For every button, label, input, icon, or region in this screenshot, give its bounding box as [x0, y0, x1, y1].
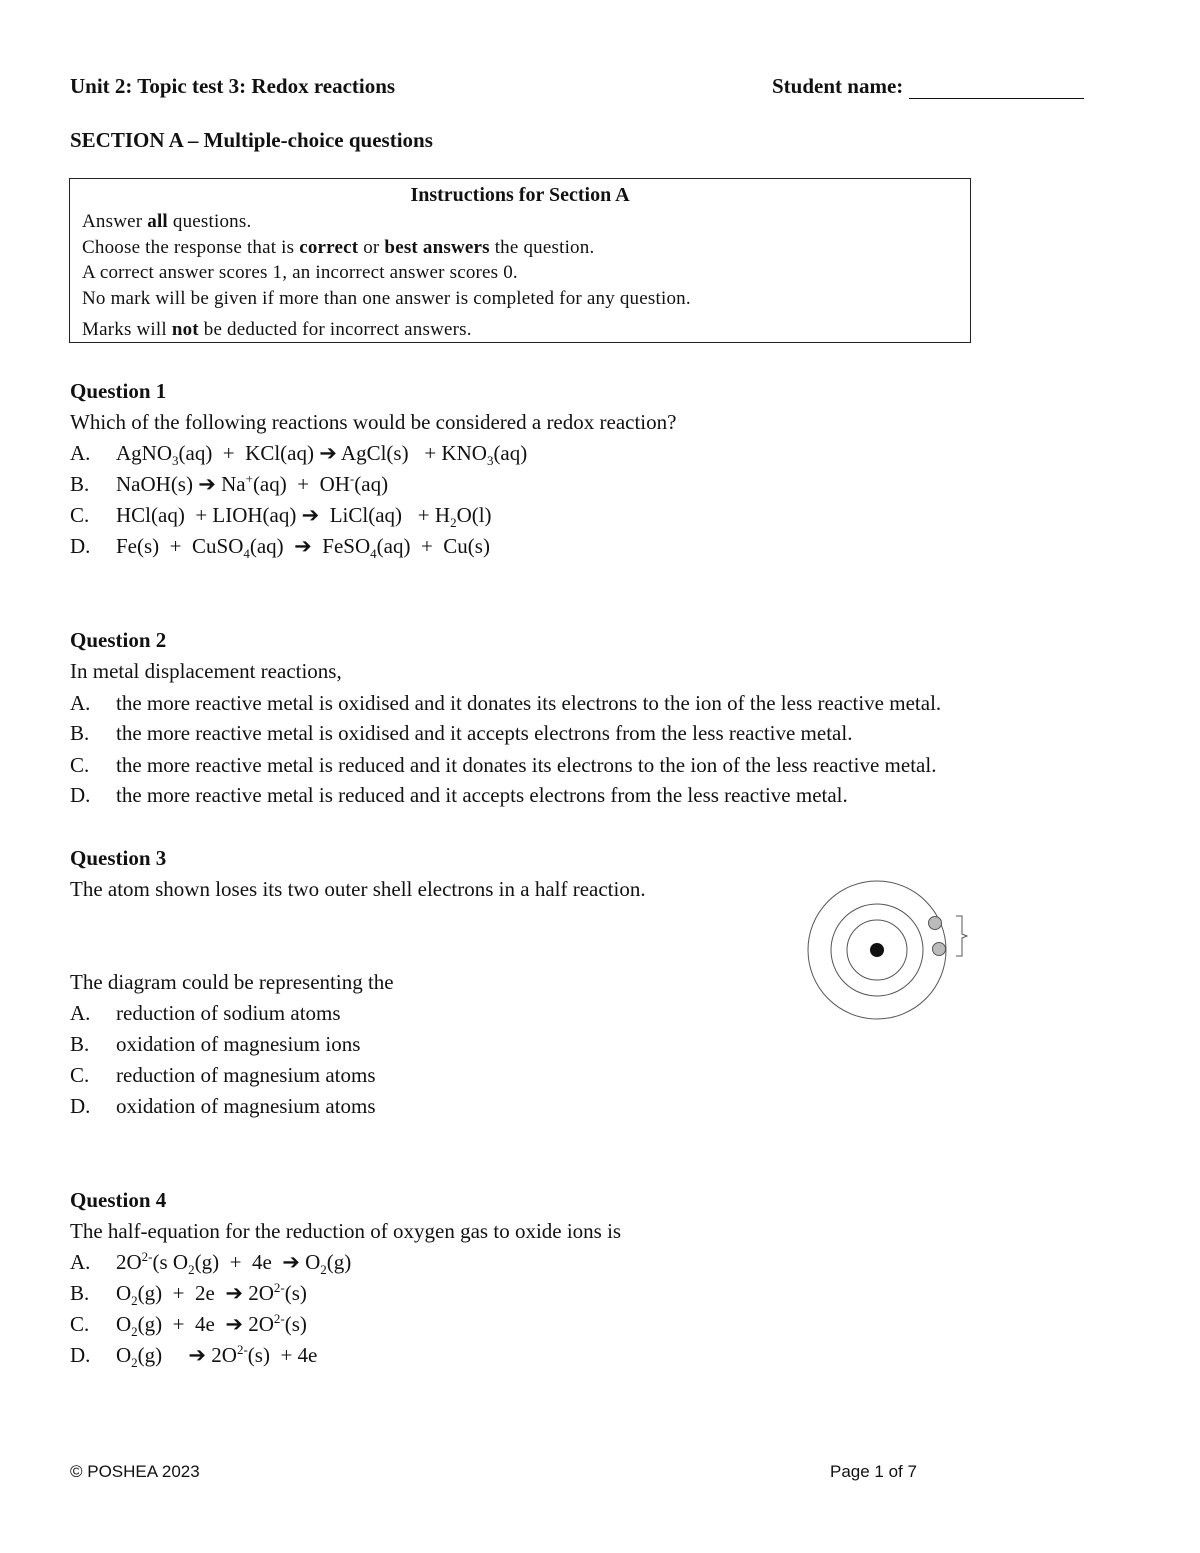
instruction-line: Answer all questions. — [82, 211, 252, 232]
instructions-box — [69, 178, 971, 343]
document-title: Unit 2: Topic test 3: Redox reactions — [70, 74, 396, 98]
instruction-line: Choose the response that is correct or best answers the question. — [82, 237, 595, 258]
section-title: SECTION A – Multiple-choice questions — [70, 128, 433, 152]
q1-option-a[interactable]: A. AgNO$_3$(aq) + KCl(aq) ➔ AgCl(s) + $KNO_3(aq)$ — [70, 441, 528, 469]
q2-option-c[interactable]: C. the more reactive metal is reduced and it donates its electrons to the ion of the less reactive metal. — [70, 753, 937, 777]
q4-option-d[interactable]: D. $O_2(g)$ ➔ $2O^{2-}(s) + 4e$ — [70, 1342, 318, 1371]
footer-copyright: © POSHEA 2023 — [70, 1462, 200, 1481]
arrow-icon: ➔ — [188, 1343, 207, 1367]
question-4-stem: The half-equation for the reduction of oxygen gas to oxide ions is — [70, 1219, 622, 1243]
q4-option-a[interactable]: A. $2O^{2-}(s$ $O_2(g) + 4e$ ➔ $O_2(g)$ — [70, 1249, 352, 1278]
q4-option-b[interactable]: B. $O_2(g) + 2e$ ➔ $2O^{2-}(s)$ — [70, 1280, 307, 1309]
arrow-icon: ➔ — [301, 503, 320, 527]
bracket-icon — [956, 916, 967, 956]
q3-option-d[interactable]: D. oxidation of magnesium atoms — [70, 1094, 376, 1118]
q3-option-a[interactable]: A. reduction of sodium atoms — [70, 1001, 341, 1025]
instructions-title: Instructions for Section A — [410, 184, 630, 206]
student-name-line — [909, 78, 1084, 99]
question-1-stem: Which of the following reactions would be considered a redox reaction? — [70, 410, 677, 434]
question-3-title: Question 3 — [70, 846, 167, 870]
q3-option-b[interactable]: B. oxidation of magnesium ions — [70, 1032, 361, 1056]
arrow-icon: ➔ — [319, 441, 337, 465]
q1-option-d[interactable]: D. Fe(s) + CuSO$_4$(aq) ➔ FeSO$_4$(aq) + Cu(s) — [70, 534, 490, 562]
instruction-line: A correct answer scores 1, an incorrect answer scores 0. — [82, 262, 518, 283]
arrow-icon: ➔ — [294, 534, 312, 558]
instruction-line: No mark will be given if more than one answer is completed for any question. — [82, 288, 691, 309]
atom-diagram — [800, 880, 975, 1020]
arrow-icon: ➔ — [225, 1312, 243, 1336]
question-1-title: Question 1 — [70, 379, 167, 403]
q2-option-a[interactable]: A. the more reactive metal is oxidised and it donates its electrons to the ion of the less reactive metal. — [70, 691, 942, 715]
arrow-icon: ➔ — [198, 472, 216, 496]
q1-option-c[interactable]: C. HCl(aq) + LIOH(aq) ➔ LiCl(aq) + $H_2O(l)$ — [70, 503, 492, 531]
question-4-title: Question 4 — [70, 1188, 167, 1212]
instruction-line: Marks will not be deducted for incorrect answers. — [82, 319, 472, 340]
q2-option-d[interactable]: D. the more reactive metal is reduced and it accepts electrons from the less reactive metal. — [70, 783, 848, 807]
q4-option-c[interactable]: C. $O_2(g) + 4e$ ➔ $2O^{2-}(s)$ — [70, 1311, 307, 1340]
q1-option-b[interactable]: B. NaOH(s) ➔ Na+(aq) + OH-(aq) — [70, 471, 389, 496]
outer-electron — [929, 917, 942, 930]
question-2-title: Question 2 — [70, 628, 167, 652]
question-2-stem: In metal displacement reactions, — [70, 659, 342, 683]
student-name-field — [772, 74, 1084, 99]
q3-option-c[interactable]: C. reduction of magnesium atoms — [70, 1063, 376, 1087]
q2-option-b[interactable]: B. the more reactive metal is oxidised and it accepts electrons from the less reactive metal. — [70, 721, 853, 745]
footer-page-number: Page 1 of 7 — [830, 1462, 917, 1481]
outer-electron — [933, 943, 946, 956]
arrow-icon: ➔ — [282, 1250, 300, 1274]
student-name-label: Student name: — [772, 74, 904, 98]
atom-nucleus — [870, 943, 884, 957]
question-3-stem-2: The diagram could be representing the — [70, 970, 394, 994]
arrow-icon: ➔ — [225, 1281, 243, 1305]
question-3-stem: The atom shown loses its two outer shell electrons in a half reaction. — [70, 877, 646, 901]
